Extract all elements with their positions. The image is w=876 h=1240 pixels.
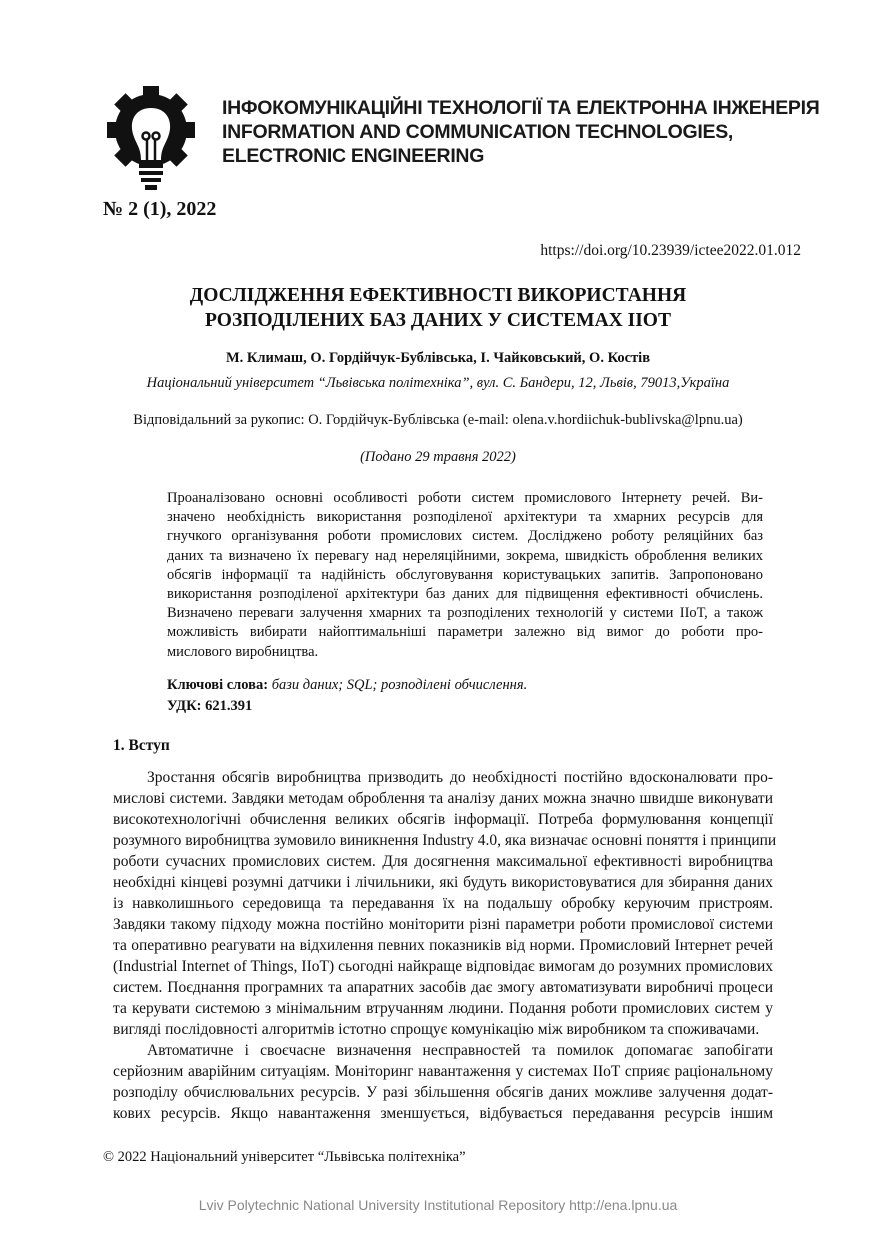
article-title xyxy=(0,283,876,333)
article-title-line: РОЗПОДІЛЕНИХ БАЗ ДАНИХ У СИСТЕМАХ ІІОТ xyxy=(205,310,671,331)
abstract-line: обсягів інформації та надійність обслуговування користувацьких запитів. Запропоновано xyxy=(167,566,763,583)
body-line: Завдяки такому підходу можна постійно моніторити різні параметри роботи промислової системи xyxy=(113,916,773,933)
body-line: систем. Поєднання програмних та апаратних засобів дає змогу автоматизувати виробничі процеси xyxy=(113,979,773,996)
body-line: роботи сучасних промислових систем. Для досягнення максимальної ефективності виробництва xyxy=(113,853,773,870)
abstract-line: використання розподіленої архітектури баз даних для підвищення ефективності обчислень. xyxy=(167,586,763,603)
body-line: необхідні кінцеві розумні датчики і лічильники, які будуть використовуватися для збирання даних xyxy=(113,874,773,891)
copyright: © 2022 Національний університет “Львівська політехніка” xyxy=(103,1149,466,1165)
body-line: із навколишнього середовища та передавання їх на подальшу обробку керуючим пристроям. xyxy=(113,895,773,912)
doi-link[interactable]: https://doi.org/10.23939/ictee2022.01.012 xyxy=(540,242,801,259)
abstract-line: даних та визначено їх перевагу над нереляційними, зокрема, швидкість оброблення великих xyxy=(167,547,763,564)
abstract-line: Проаналізовано основні особливості роботи систем промислового Інтернету речей. Ви- xyxy=(167,490,763,506)
journal-logo-gear-bulb-icon xyxy=(103,84,199,196)
body-line: розподілу обчислювальних ресурсів. У разі збільшення обсягів даних можливе залучення додат- xyxy=(113,1084,773,1101)
abstract-line: мислового виробництва. xyxy=(167,643,319,660)
keywords xyxy=(167,676,527,694)
body-line: Зростання обсягів виробництва призводить до необхідності постійно вдосконалювати про- xyxy=(147,769,773,786)
body-text xyxy=(113,767,777,1124)
abstract-line: значено необхідність використання розподіленої архітектури та хмарних ресурсів для xyxy=(167,509,763,526)
abstract-line: можливість вибирати найоптимальніші параметри залежно від вимог до роботи про- xyxy=(167,624,763,641)
keywords-label: Ключові слова: xyxy=(167,677,269,693)
body-line: та керувати системою з мінімальним втручанням людини. Подання роботи промислових систем у xyxy=(113,1000,773,1017)
body-line: вигляді послідовності алгоритмів істотно спрощує комунікацію між виробником та споживачами. xyxy=(113,1021,760,1038)
body-line: та оперативно реагувати на відхилення певних показників від норми. Промисловий Інтернет речей xyxy=(113,937,773,954)
section-heading: 1. Вступ xyxy=(113,737,170,754)
udc-code: УДК: 621.391 xyxy=(167,698,253,714)
authors: М. Климаш, О. Гордійчук-Бублівська, І. Чайковський, О. Костів xyxy=(225,350,651,366)
article-title-line: ДОСЛІДЖЕННЯ ЕФЕКТИВНОСТІ ВИКОРИСТАННЯ xyxy=(189,285,687,306)
journal-title-line: INFORMATION AND COMMUNICATION TECHNOLOGIES, xyxy=(222,121,734,143)
submitted-date: (Подано 29 травня 2022) xyxy=(360,449,516,465)
body-line: кових ресурсів. Якщо навантаження зменшується, відбувається передавання ресурсів іншим xyxy=(113,1105,773,1122)
body-line: високотехнологічні обчислення великих обсягів інформації. Потреба формулювання концепції xyxy=(113,811,773,828)
body-line: Автоматичне і своєчасне визначення несправностей та помилок допомагає запобігати xyxy=(147,1042,773,1059)
corresponding-author: Відповідальний за рукопис: О. Гордійчук-Бублівська (e-mail: olena.v.hordiichuk-bublivska@lpnu.ua) xyxy=(133,412,743,428)
keywords-value: бази даних; SQL; розподілені обчислення. xyxy=(271,677,528,693)
body-line: серйозним аварійним ситуаціям. Моніторинг навантаження у системах IIoT сприяє раціональному xyxy=(113,1063,773,1080)
journal-title-line: ІНФОКОМУНІКАЦІЙНІ ТЕХНОЛОГІЇ ТА ЕЛЕКТРОННА ІНЖЕНЕРІЯ xyxy=(222,97,820,119)
abstract-line: Визначено переваги залучення хмарних та розподілених технологій у системи ІІоТ, а також xyxy=(167,605,763,622)
issue-number: № 2 (1), 2022 xyxy=(103,198,217,220)
journal-title-line: ELECTRONIC ENGINEERING xyxy=(222,145,485,167)
abstract xyxy=(167,489,763,662)
body-line: розумного виробництва зумовило виникнення Industry 4.0, яка визначає основні поняття і принципи xyxy=(113,832,777,849)
abstract-line: гнучкого організування роботи промислових систем. Досліджено роботу реляційних баз xyxy=(167,528,763,545)
affiliation: Національний університет “Львівська політехніка”, вул. С. Бандери, 12, Львів, 79013,Україна xyxy=(146,375,730,391)
journal-title xyxy=(222,96,819,168)
body-line: мислові системи. Завдяки методам оброблення та аналізу даних можна значно швидше виконувати xyxy=(113,790,773,807)
body-line: (Industrial Internet of Things, IIoT) сьогодні найкраще відповідає вимогам до розумних промислових xyxy=(113,958,773,975)
repository-footer: Lviv Polytechnic National University Institutional Repository http://ena.lpnu.ua xyxy=(198,1197,678,1213)
